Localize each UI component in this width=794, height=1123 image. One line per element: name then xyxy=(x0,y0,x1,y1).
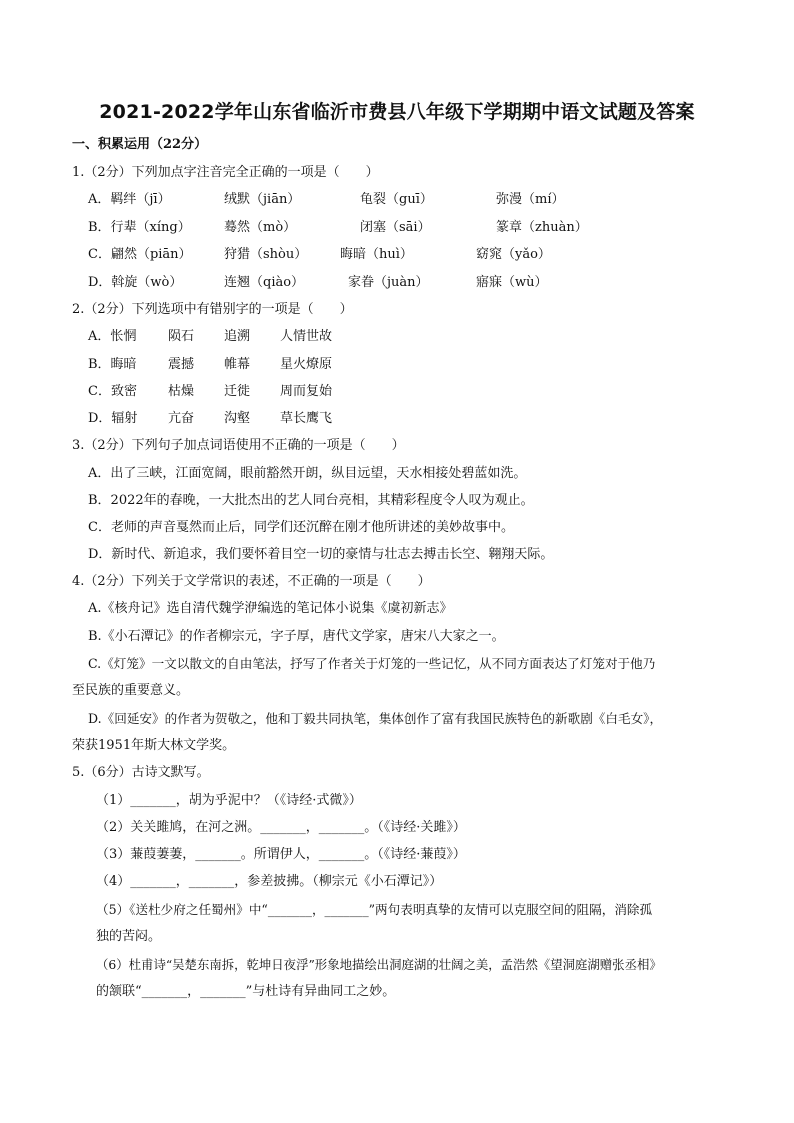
q1-a-item-3: 龟裂（guī） xyxy=(360,192,433,207)
q2-d-item-3: 沟壑 xyxy=(224,411,251,426)
section-heading-1: 一、积累运用（22分） xyxy=(72,137,208,152)
q3-option-d: D．新时代、新追求，我们要怀着目空一切的豪情与壮志去搏击长空、翱翔天际。 xyxy=(88,547,554,562)
q1-a-item-2: 绒默（jiān） xyxy=(224,192,301,207)
q1-a-item-4: 弥漫（mí） xyxy=(496,192,565,207)
q1-d-item-1: D．斡旋（wò） xyxy=(88,275,183,290)
q2-a-item-1: A．怅惘 xyxy=(88,329,137,344)
q2-a-item-4: 人情世故 xyxy=(280,329,333,344)
q2-c-item-1: C．致密 xyxy=(88,384,137,399)
q1-c-item-2: 狩猎（shòu） xyxy=(224,247,308,262)
q2-c-item-3: 迁徙 xyxy=(224,384,251,399)
q4-option-c-cont: 至民族的重要意义。 xyxy=(72,683,190,698)
q2-d-item-1: D．辐射 xyxy=(88,411,138,426)
q5-item-2: （2）关关雎鸠，在河之洲。_______，_______。（《诗经·关雎》） xyxy=(96,820,466,835)
q5-item-4: （4）_______，_______，参差披拂。（柳宗元《小石潭记》） xyxy=(96,874,443,889)
q1-c-item-1: C．翩然（piān） xyxy=(88,247,192,262)
q1-b-item-1: B．行辈（xíng） xyxy=(88,220,191,235)
q5-item-1: （1）_______，胡为乎泥中？（《诗经·式微》） xyxy=(96,793,362,808)
q2-b-item-4: 星火燎原 xyxy=(280,357,333,372)
q1-d-item-2: 连翘（qiào） xyxy=(224,275,305,290)
q3-option-a: A．出了三峡，江面宽阔，眼前豁然开朗，纵目远望，天水相接处碧蓝如洗。 xyxy=(88,466,527,481)
q2-c-item-4: 周而复始 xyxy=(280,384,333,399)
document-title: 2021-2022学年山东省临沂市费县八年级下学期期中语文试题及答案 xyxy=(99,101,695,123)
q1-b-item-3: 闭塞（sāi） xyxy=(360,220,431,235)
q1-c-item-3: 晦暗（huì） xyxy=(340,247,413,262)
q4-option-d: D.《回延安》的作者为贺敬之，他和丁毅共同执笔，集体创作了富有我国民族特色的新歌剧《白毛女》， xyxy=(88,711,663,726)
q4-option-a: A.《核舟记》选自清代魏学洢编选的笔记体小说集《虞初新志》 xyxy=(88,601,453,616)
q2-d-item-4: 草长鹰飞 xyxy=(280,411,333,426)
q1-b-item-4: 篆章（zhuàn） xyxy=(496,220,588,235)
q2-stem: 2.（2分）下列选项中有错别字的一项是（ ） xyxy=(72,302,353,317)
q1-stem: 1.（2分）下列加点字注音完全正确的一项是（ ） xyxy=(72,165,379,180)
q5-item-6-cont: 的颔联“_______，_______”与杜诗有异曲同工之妙。 xyxy=(96,984,396,999)
q5-stem: 5.（6分）古诗文默写。 xyxy=(72,765,210,780)
q5-item-5: （5）《送杜少府之任蜀州》中“_______，_______”两句表明真挚的友情可以克服空间的阻隔，消除孤 xyxy=(96,902,653,917)
q2-a-item-3: 追溯 xyxy=(224,329,251,344)
q1-a-item-1: A．羁绊（jī） xyxy=(88,192,171,207)
q1-c-item-4: 窈窕（yǎo） xyxy=(476,247,551,262)
q2-b-item-1: B．晦暗 xyxy=(88,357,137,372)
q2-b-item-2: 震撼 xyxy=(168,357,195,372)
q4-option-d-cont: 荣获1951年斯大林文学奖。 xyxy=(72,738,236,753)
q5-item-5-cont: 独的苦闷。 xyxy=(96,929,162,944)
q2-c-item-2: 枯燥 xyxy=(168,384,195,399)
q5-item-3: （3）蒹葭萋萋，_______。所谓伊人，_______。（《诗经·蒹葭》） xyxy=(96,847,466,862)
q5-item-6: （6）杜甫诗“吴楚东南拆，乾坤日夜浮”形象地描绘出洞庭湖的壮阔之美，孟浩然《望洞庭湖赠张丞相》 xyxy=(96,957,662,972)
q4-stem: 4.（2分）下列关于文学常识的表述，不正确的一项是（ ） xyxy=(72,574,431,589)
q2-a-item-2: 陨石 xyxy=(168,329,195,344)
q3-option-b: B．2022年的春晚，一大批杰出的艺人同台亮相，其精彩程度令人叹为观止。 xyxy=(88,493,534,508)
q3-option-c: C．老师的声音戛然而止后，同学们还沉醉在刚才他所讲述的美妙故事中。 xyxy=(88,520,514,535)
q3-stem: 3.（2分）下列句子加点词语使用不正确的一项是（ ） xyxy=(72,438,405,453)
q4-option-b: B.《小石潭记》的作者柳宗元，字子厚，唐代文学家，唐宋八大家之一。 xyxy=(88,629,505,644)
q2-d-item-2: 亢奋 xyxy=(168,411,195,426)
q2-b-item-3: 帷幕 xyxy=(224,357,251,372)
q1-d-item-4: 寤寐（wù） xyxy=(476,275,548,290)
q1-b-item-2: 蓦然（mò） xyxy=(224,220,297,235)
q1-d-item-3: 家眷（juàn） xyxy=(348,275,429,290)
q4-option-c: C.《灯笼》一文以散文的自由笔法，抒写了作者关于灯笼的一些记忆，从不同方面表达了灯笼对于他乃 xyxy=(88,656,656,671)
